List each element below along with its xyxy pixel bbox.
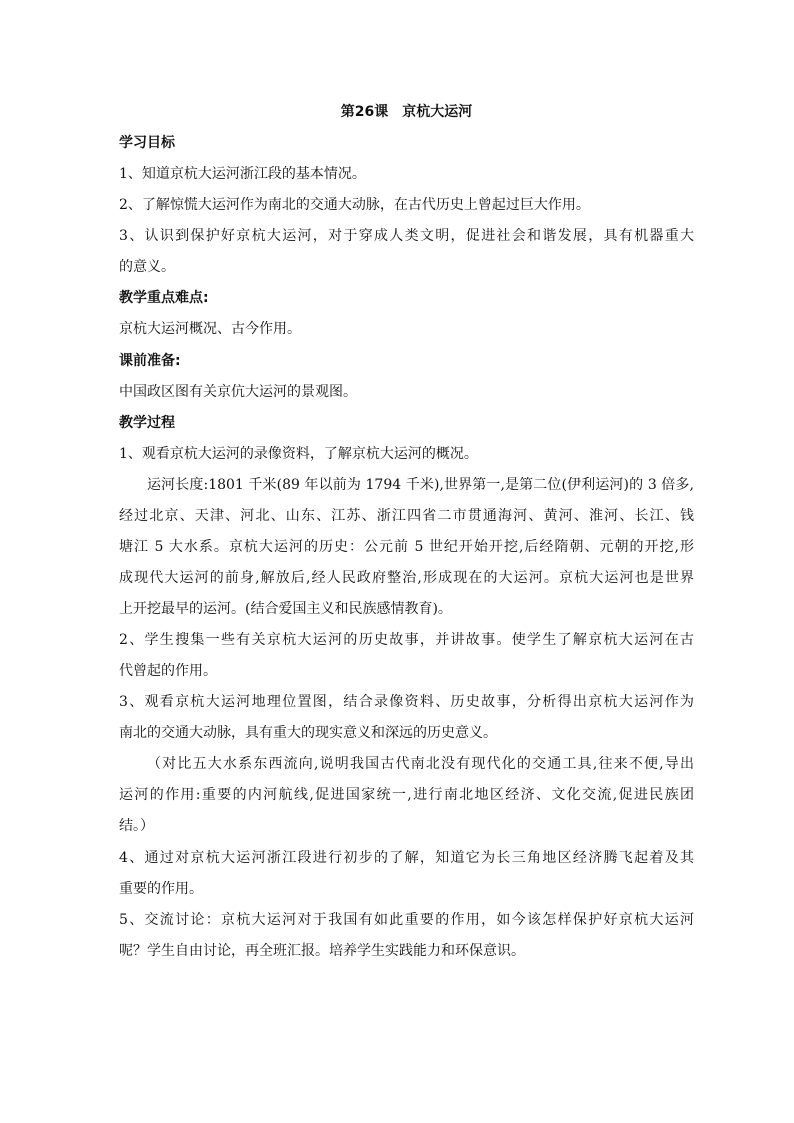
process-step-1: 1、观看京杭大运河的录像资料，了解京杭大运河的概况。	[119, 445, 478, 462]
key-points-text: 京杭大运河概况、古今作用。	[119, 321, 301, 338]
paragraph-line: 代曾起的作用。	[119, 663, 217, 680]
page-title: 第26课 京杭大运河	[340, 104, 473, 120]
paragraph-line: 成现代大运河的前身,解放后,经人民政府整治,形成现在的大运河。京杭大运河也是世界	[119, 569, 694, 586]
paragraph-line: 呢？学生自由讨论，再全班汇报。培养学生实践能力和环保意识。	[119, 942, 525, 959]
objective-3-cont: 的意义。	[119, 259, 175, 276]
paragraph-line: 结。）	[119, 818, 154, 835]
paragraph-line: 运河长度:1801 千米(89 年以前为 1794 千米),世界第一,是第二位(伊利运河)的 3 倍多,	[147, 476, 694, 493]
paragraph-line: 运河的作用:重要的内河航线,促进国家统一,进行南北地区经济、文化交流,促进民族团	[119, 787, 694, 804]
paragraph-line: 重要的作用。	[119, 880, 203, 897]
paragraph-line: （对比五大水系东西流向,说明我国古代南北没有现代化的交通工具,往来不便,导出	[147, 756, 694, 773]
process-step-4: 4、通过对京杭大运河浙江段进行初步的了解，知道它为长三角地区经济腾飞起着及其	[119, 849, 694, 866]
objective-2: 2、了解惊慌大运河作为南北的交通大动脉，在古代历史上曾起过巨大作用。	[119, 197, 590, 214]
paragraph-line: 南北的交通大动脉，具有重大的现实意义和深远的历史意义。	[119, 725, 497, 742]
preparation-text: 中国政区图有关京伉大运河的景观图。	[119, 383, 357, 400]
process-step-3: 3、观看京杭大运河地理位置图，结合录像资料、历史故事，分析得出京杭大运河作为	[119, 694, 694, 711]
objective-1: 1、知道京杭大运河浙江段的基本情况。	[119, 166, 366, 183]
section-heading-process: 教学过程	[119, 414, 175, 431]
section-heading-preparation: 课前准备:	[119, 352, 181, 369]
section-heading-key-points: 教学重点难点:	[119, 290, 209, 307]
process-step-5: 5、交流讨论：京杭大运河对于我国有如此重要的作用，如今该怎样保护好京杭大运河	[119, 911, 694, 928]
process-step-2: 2、学生搜集一些有关京杭大运河的历史故事，并讲故事。使学生了解京杭大运河在古	[119, 632, 694, 649]
document-page	[119, 97, 694, 967]
section-heading-objectives: 学习目标	[119, 135, 175, 152]
objective-3: 3、认识到保护好京杭大运河，对于穿成人类文明，促进社会和谐发展，具有机器重大	[119, 228, 694, 245]
paragraph-line: 经过北京、天津、河北、山东、江苏、浙江四省二市贯通海河、黄河、淮河、长江、钱	[119, 507, 694, 524]
paragraph-line: 塘江 5 大水系。京杭大运河的历史：公元前 5 世纪开始开挖,后经隋朝、元朝的开挖,形	[119, 538, 694, 555]
paragraph-line: 上开挖最早的运河。(结合爱国主义和民族感情教育)。	[119, 601, 452, 617]
